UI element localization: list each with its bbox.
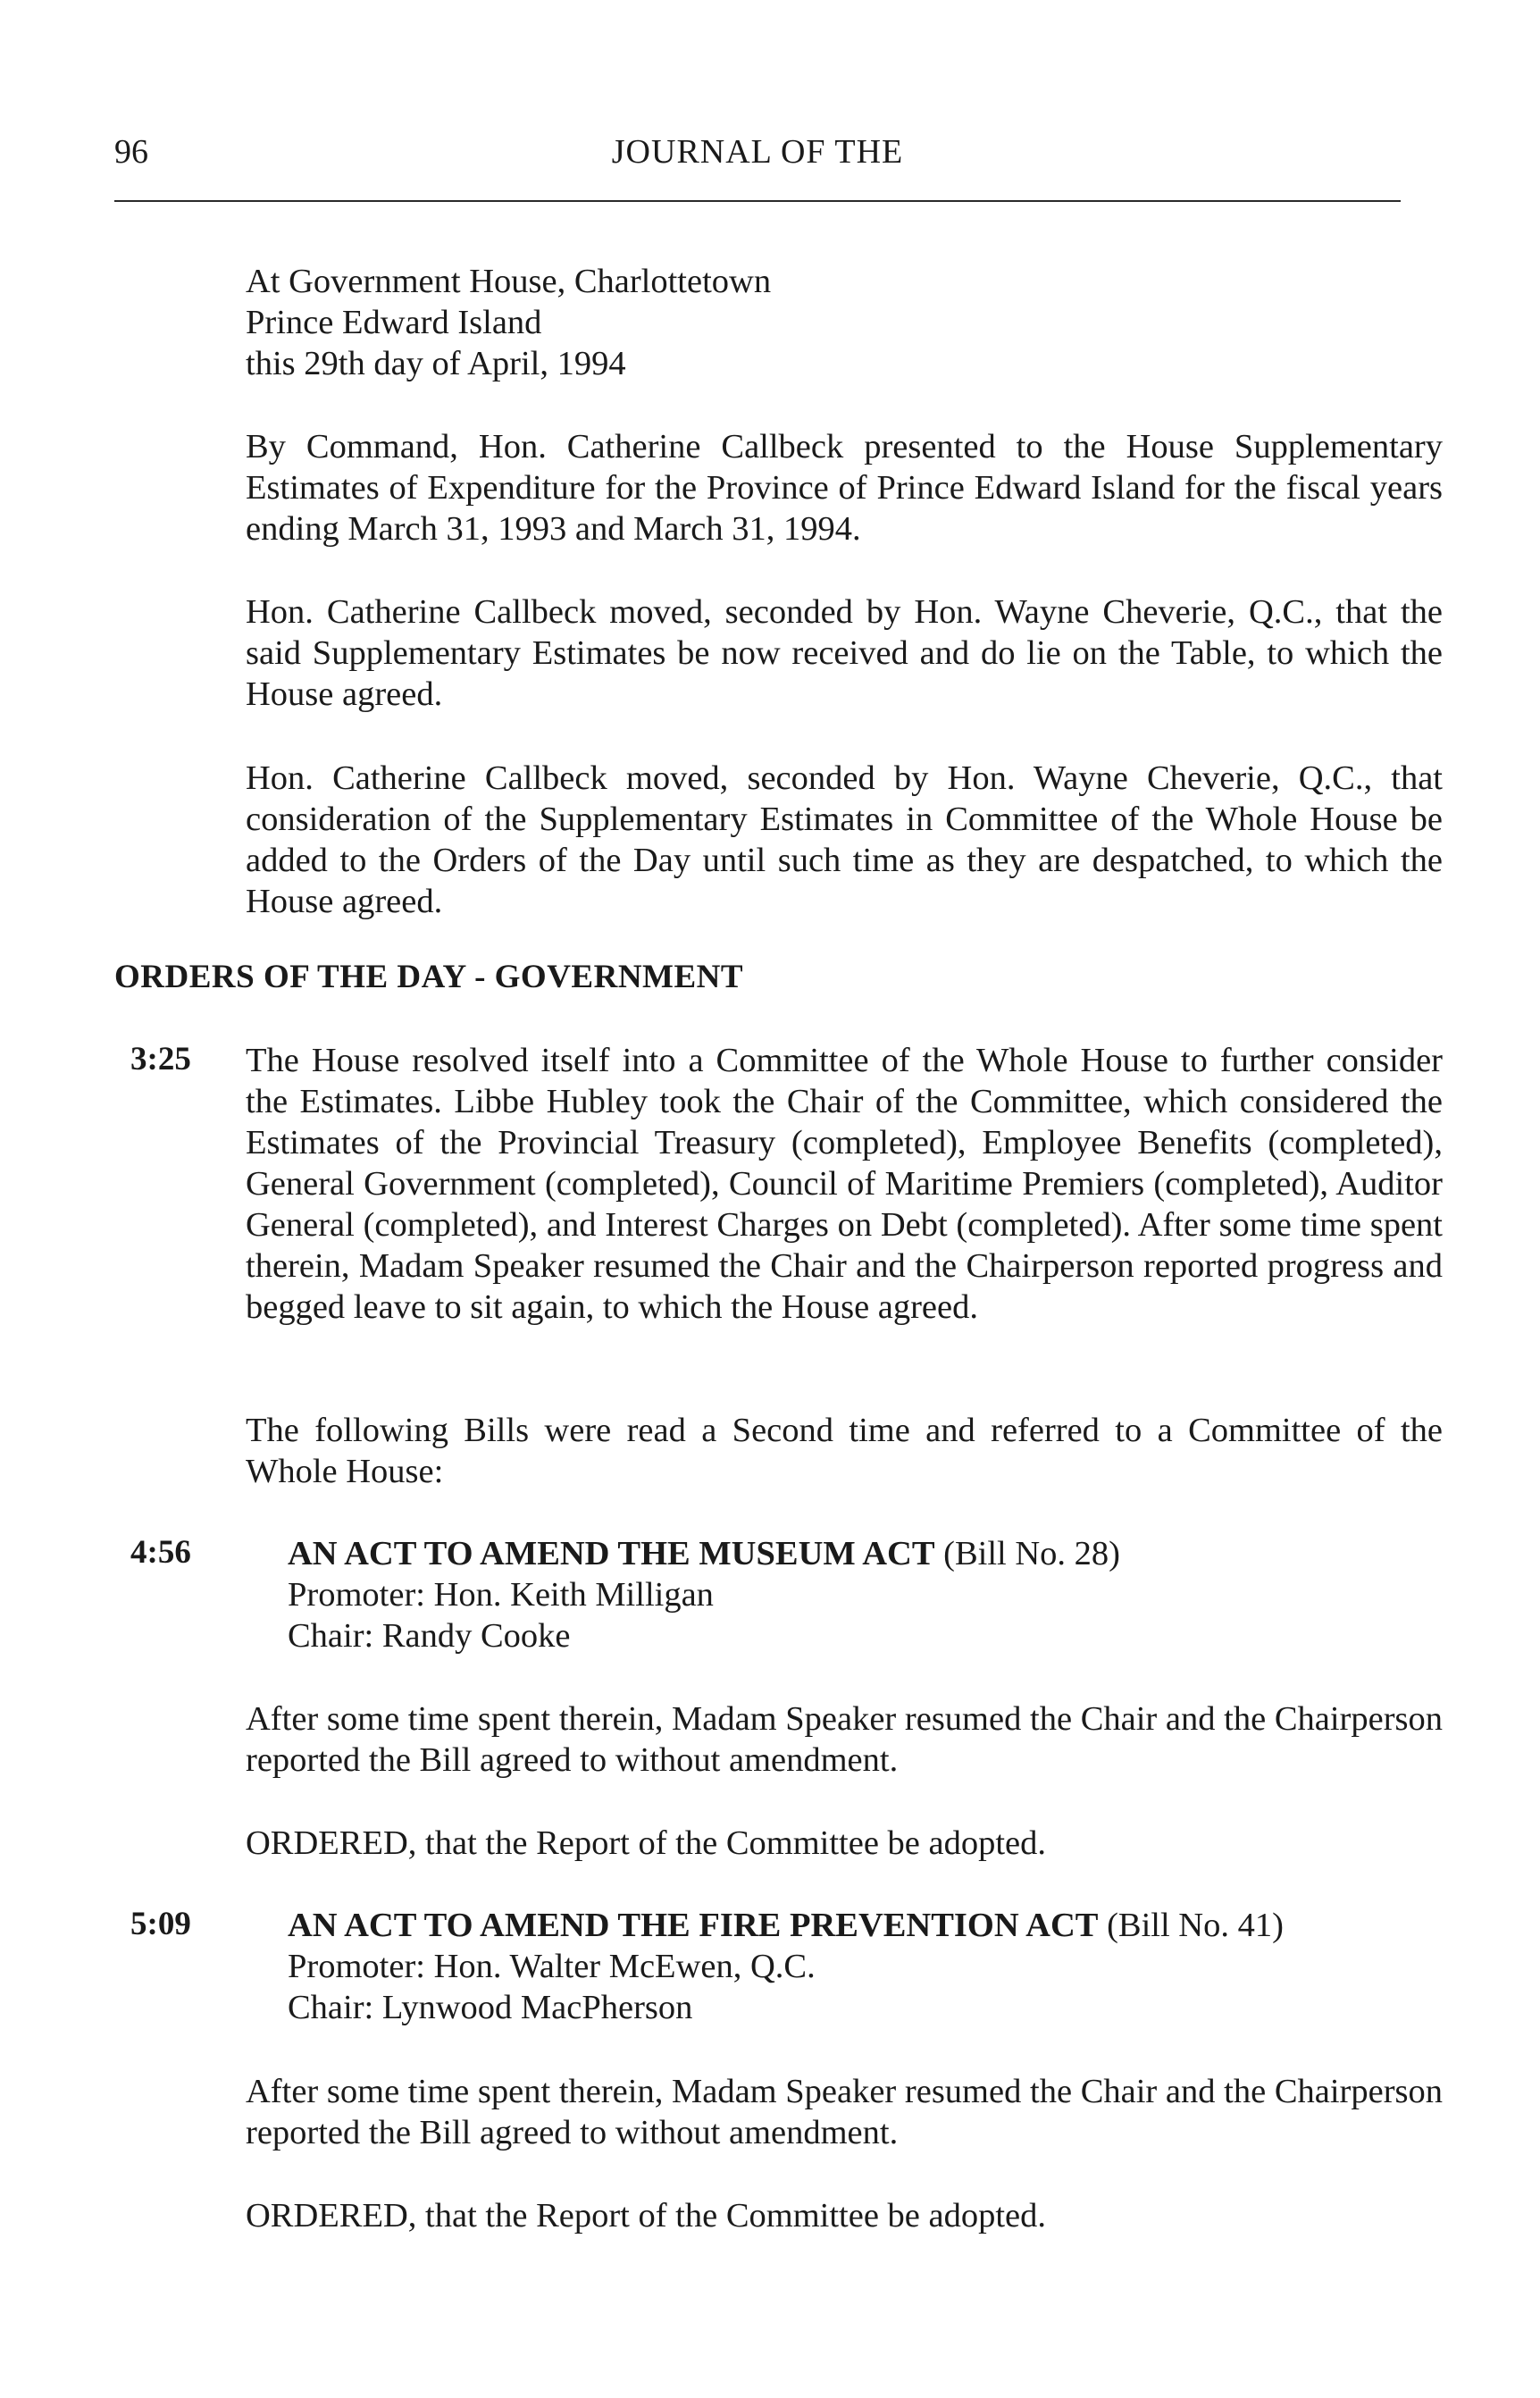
bill-entry: [288, 1533, 1449, 1656]
section-heading: ORDERS OF THE DAY - GOVERNMENT: [114, 959, 744, 995]
bill-promoter: Promoter: Hon. Keith Milligan: [288, 1576, 714, 1614]
motion-paragraph-2: Hon. Catherine Callbeck moved, seconded by Hon. Wayne Cheverie, Q.C., that consideration of the Supplementary Estimates in Committee of the Whole House be added to the Orders of the Day until such time as they are despatched, to which the House agreed.: [246, 759, 1443, 920]
running-head: JOURNAL OF THE: [611, 133, 904, 171]
motion-paragraph-1: Hon. Catherine Callbeck moved, seconded by Hon. Wayne Cheverie, Q.C., that the said Supplementary Estimates be now received and do lie on the Table, to which the House agreed.: [246, 593, 1443, 713]
bill-title: AN ACT TO AMEND THE MUSEUM ACT: [288, 1535, 935, 1572]
bill-ordered: ORDERED, that the Report of the Committee be adopted.: [246, 1824, 1047, 1862]
page-header: [114, 132, 1401, 186]
bill-report: After some time spent therein, Madam Speaker resumed the Chair and the Chairperson reported the Bill agreed to without amendment.: [246, 1700, 1443, 1779]
page-number: 96: [114, 133, 148, 171]
command-paragraph: By Command, Hon. Catherine Callbeck presented to the House Supplementary Estimates of Expenditure for the Province of Prince Edward Island for the fiscal years ending March 31, 1993 and March 31, 1994.: [246, 428, 1443, 548]
bill-heading: [288, 1905, 1449, 1946]
bill-chair: Chair: Randy Cooke: [288, 1617, 571, 1655]
bill-promoter: Promoter: Hon. Walter McEwen, Q.C.: [288, 1948, 816, 1985]
bill-report: After some time spent therein, Madam Speaker resumed the Chair and the Chairperson reported the Bill agreed to without amendment.: [246, 2073, 1443, 2151]
time-4-56: 4:56: [130, 1534, 191, 1571]
bill-chair: Chair: Lynwood MacPherson: [288, 1989, 693, 2026]
committee-paragraph: The House resolved itself into a Committee of the Whole House to further consider the Estimates. Libbe Hubley took the Chair of the Committee, which considered the Estimates of the Provincial Treasury (completed), Employee Benefits (completed), General Government (completed), Council of Maritime Premiers (completed), Auditor General (completed), and Interest Charges on Debt (completed). After some time spent therein, Madam Speaker resumed the Chair and the Chairperson reported progress and begged leave to sit again, to which the House agreed.: [246, 1042, 1443, 1326]
bill-title: AN ACT TO AMEND THE FIRE PREVENTION ACT: [288, 1907, 1099, 1944]
bill-number: (Bill No. 41): [1098, 1907, 1284, 1944]
time-5-09: 5:09: [130, 1906, 191, 1942]
header-rule: [114, 200, 1401, 202]
bill-heading: [288, 1533, 1449, 1574]
bill-entry: [288, 1905, 1449, 2028]
bill-number: (Bill No. 28): [934, 1535, 1120, 1572]
place-line-1: At Government House, Charlottetown: [246, 263, 772, 300]
place-line-3: this 29th day of April, 1994: [246, 345, 626, 382]
time-3-25: 3:25: [130, 1041, 191, 1077]
bill-ordered: ORDERED, that the Report of the Committee be adopted.: [246, 2197, 1047, 2234]
place-line-2: Prince Edward Island: [246, 304, 542, 341]
bills-intro: The following Bills were read a Second time and referred to a Committee of the Whole House:: [246, 1412, 1443, 1490]
